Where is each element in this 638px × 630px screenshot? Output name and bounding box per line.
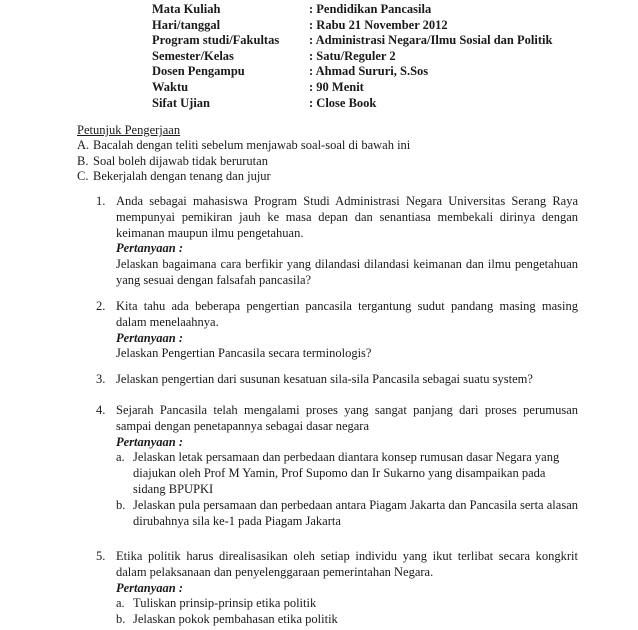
- instruction-text: Soal boleh dijawab tidak berurutan: [93, 153, 268, 168]
- header-label: Mata Kuliah: [152, 2, 221, 16]
- header-label: Hari/tanggal: [152, 17, 221, 32]
- sub-marker: a.: [116, 596, 125, 611]
- question-1: [96, 194, 578, 289]
- header-row-semester: [152, 49, 552, 65]
- question-label: Pertanyaan :: [116, 241, 184, 256]
- question-2: [96, 299, 578, 362]
- header-value: : Rabu 21 November 2012: [309, 17, 448, 32]
- header-row-exam-type: [152, 96, 552, 112]
- sub-text: Jelaskan letak persamaan dan perbedaan diantara konsep rumusan dasar Negara yang diajukan oleh Prof M Yamin, Prof Supomo dan Ir Sukarno yang disampaikan pada sidang BPUPKI: [133, 450, 560, 496]
- header-label: Dosen Pengampu: [152, 64, 245, 79]
- question-label: Pertanyaan :: [116, 330, 184, 345]
- header-row-program: [152, 33, 552, 49]
- header-value: : Pendidikan Pancasila: [309, 2, 432, 16]
- question-number: 5.: [96, 549, 106, 563]
- sub-question-b: [116, 498, 578, 530]
- question-prompt: Jelaskan bagaimana cara berfikir yang dilandasi dilandasi keimanan dan ilmu pengetahuan yang sesuai dengan falsafah pancasila?: [116, 257, 578, 287]
- header-value: : Ahmad Sururi, S.Sos: [309, 64, 429, 79]
- question-label: Pertanyaan :: [116, 580, 184, 595]
- instruction-marker: B.: [77, 153, 89, 168]
- header-label: Sifat Ujian: [152, 95, 210, 110]
- instruction-item: [77, 138, 410, 154]
- question-3: [96, 372, 578, 388]
- instruction-marker: C.: [77, 169, 89, 183]
- header-value: : Satu/Reguler 2: [309, 48, 396, 63]
- instructions-title: Petunjuk Pengerjaan: [77, 123, 181, 137]
- instruction-text: Bacalah dengan teliti sebelum menjawab soal-soal di bawah ini: [93, 138, 411, 152]
- question-label: Pertanyaan :: [116, 434, 184, 449]
- question-text: Anda sebagai mahasiswa Program Studi Administrasi Negara Universitas Serang Raya mempunyai pemikiran jauh ke masa depan dan senantiasa membekali dirinya dengan keimanan maupun ilmu pengetahuan.: [116, 194, 578, 240]
- question-number: 3.: [96, 372, 106, 386]
- question-text: Jelaskan pengertian dari susunan kesatuan sila-sila Pancasila sebagai suatu system?: [116, 372, 533, 386]
- question-number: 1.: [96, 194, 106, 208]
- sub-text: Jelaskan pula persamaan dan perbedaan antara Piagam Jakarta dan Pancasila serta alasan dirubahnya sila ke-1 pada Piagam Jakarta: [133, 497, 578, 528]
- instruction-item: [77, 154, 410, 170]
- sub-question-a: [116, 596, 578, 612]
- header-value: : Close Book: [309, 95, 377, 110]
- header-row-lecturer: [152, 64, 552, 80]
- question-text: Etika politik harus direalisasikan oleh setiap individu yang ikut terlibat secara kongkrit dalam pelaksanaan dan penyelenggaraan pemerintahan Negara.: [116, 549, 578, 579]
- instructions-list: [77, 138, 410, 185]
- header-label: Waktu: [152, 79, 189, 94]
- question-text: Sejarah Pancasila telah mengalami proses yang sangat panjang dari proses perumusan sampai dengan penetapannya sebagai dasar negara: [116, 403, 578, 433]
- instruction-text: Bekerjalah dengan tenang dan jujur: [93, 169, 271, 183]
- header-label: Program studi/Fakultas: [152, 33, 280, 48]
- sub-question-a: [116, 450, 578, 497]
- header-row-date: [152, 18, 552, 34]
- instruction-item: [77, 169, 410, 185]
- sub-marker: a.: [116, 450, 125, 465]
- header-value: : Administrasi Negara/Ilmu Sosial dan Politik: [309, 33, 553, 48]
- question-text: Kita tahu ada beberapa pengertian pancasila tergantung sudut pandang masing masing dalam menelaahnya.: [116, 299, 578, 329]
- question-number: 2.: [96, 299, 106, 313]
- question-4: [96, 403, 578, 529]
- sub-marker: b.: [116, 497, 126, 512]
- question-number: 4.: [96, 403, 106, 417]
- instruction-marker: A.: [77, 138, 90, 152]
- sub-marker: b.: [116, 612, 126, 627]
- question-prompt: Jelaskan Pengertian Pancasila secara terminologis?: [116, 346, 372, 361]
- header-row-duration: [152, 80, 552, 96]
- header-label: Semester/Kelas: [152, 48, 234, 63]
- exam-header: [152, 2, 552, 111]
- header-value: : 90 Menit: [309, 79, 364, 94]
- sub-question-b: [116, 612, 578, 628]
- header-row-course: [152, 2, 552, 18]
- sub-text: Tuliskan prinsip-prinsip etika politik: [133, 596, 317, 611]
- question-5: [96, 549, 578, 628]
- sub-text: Jelaskan pokok pembahasan etika politik: [133, 612, 338, 627]
